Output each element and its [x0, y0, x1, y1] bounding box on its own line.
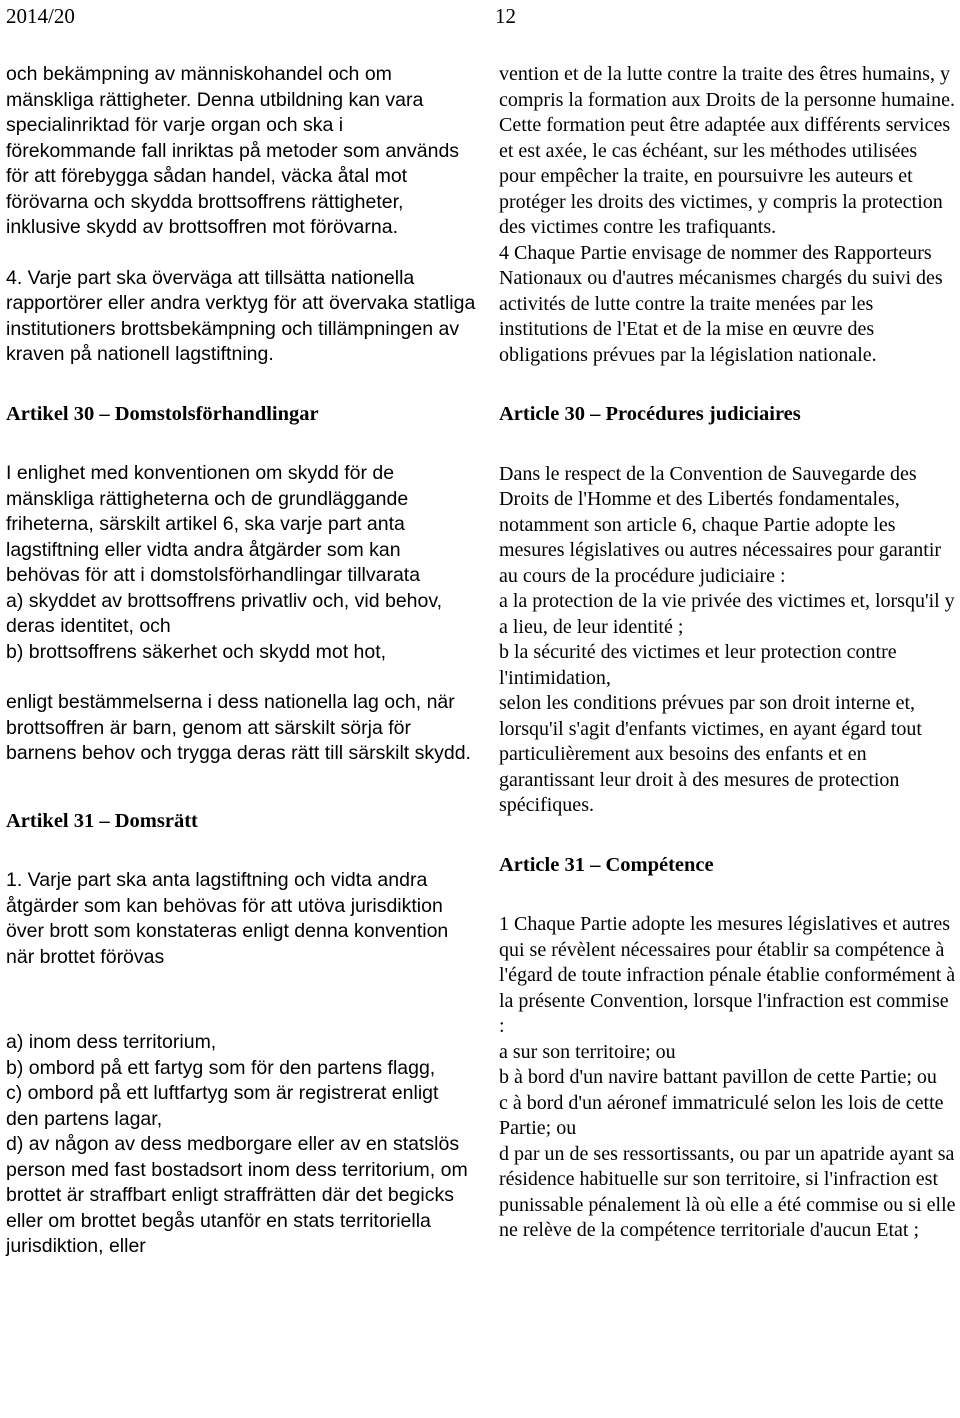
fr-paragraph-training: vention et de la lutte contre la traite des êtres humains, y compris la formation aux Droits de la personne humaine. Cette formation peut être adaptée aux différents services et est axée, le cas échéant, sur les méthodes utilisées pour empêcher la traite, en poursuivre les auteurs et protéger les droits des victimes, y compris la protection des victimes contre les trafiquants.	[499, 63, 955, 238]
page-header-left: 2014/20	[6, 4, 75, 28]
fr-article-31-item-d: d par un de ses ressortissants, ou par un apatride ayant sa résidence habituelle sur son territoire, si l'infraction est punissable pénalement là où elle a été commise ou si elle ne relève de la compétence territoriale d'aucun Etat ;	[499, 1142, 956, 1241]
fr-heading-article-30: Article 30 – Procédures judiciaires	[499, 403, 801, 425]
swedish-column	[6, 62, 476, 1260]
sv-article-31-item-d: d) av någon av dess medborgare eller av en statslös person med fast bostadsort inom dess territorium, om brottet är straffbart enligt straffrätten där det begicks eller om brottet begås utanför en stats territoriella jurisdiktion, eller	[6, 1133, 468, 1257]
sv-article-31-item-c: c) ombord på ett luftfartyg som är registrerat enligt den partens lagar,	[6, 1082, 439, 1130]
fr-article-30-item-a: a la protection de la vie privée des victimes et, lorsqu'il y a lieu, de leur identité ;	[499, 590, 955, 638]
sv-heading-article-31: Artikel 31 – Domsrätt	[6, 809, 198, 832]
sv-article-30-closing: enligt bestämmelserna i dess nationella lag och, när brottsoffren är barn, genom att särskilt sörja för barnens behov och trygga deras rätt till särskilt skydd.	[6, 691, 471, 764]
fr-heading-article-31: Article 31 – Compétence	[499, 853, 714, 876]
fr-paragraph-rapporteurs: 4 Chaque Partie envisage de nommer des Rapporteurs Nationaux ou d'autres mécanismes chargés du suivi des activités de lutte contre la traite menées par les institutions de l'Etat et de la mise en œuvre des obligations prévues par la législation nationale.	[499, 241, 943, 366]
sv-article-30-intro: I enlighet med konventionen om skydd för de mänskliga rättigheterna och de grundläggande friheterna, särskilt artikel 6, ska varje part anta lagstiftning eller vidta andra åtgärder som kan behövas för att i domstolsförhandlingar tillvarata	[6, 462, 421, 586]
page-number: 12	[495, 4, 516, 28]
fr-article-31-para-1: 1 Chaque Partie adopte les mesures législatives et autres qui se révèlent nécessaires pour établir sa compétence à l'égard de toute infraction pénale établie conformément à la présente Convention, lorsque l'infraction est commise :	[499, 913, 956, 1037]
sv-article-30-item-b: b) brottsoffrens säkerhet och skydd mot hot,	[6, 640, 387, 663]
sv-paragraph-training: och bekämpning av människohandel och om mänskliga rättigheter. Denna utbildning kan vara specialinriktad för varje organ och ska i förekommande fall inriktas på metoder som används för att förebygga sådan handel, väcka åtal mot förövarna och skydda brottsoffrens rättigheter, inklusive skydd av brottsoffren mot förövarna.	[6, 63, 460, 238]
fr-article-31-item-a: a sur son territoire; ou	[499, 1040, 676, 1063]
fr-article-31-item-c: c à bord d'un aéronef immatriculé selon les lois de cette Partie; ou	[499, 1091, 944, 1139]
sv-article-30-item-a: a) skyddet av brottsoffrens privatliv och, vid behov, deras identitet, och	[6, 589, 443, 637]
sv-article-31-para-1: 1. Varje part ska anta lagstiftning och vidta andra åtgärder som kan behövas för att utöva jurisdiktion över brott som konstateras enligt denna konvention när brottet förövas	[6, 869, 449, 968]
french-column	[499, 62, 957, 1244]
fr-article-30-intro: Dans le respect de la Convention de Sauvegarde des Droits de l'Homme et des Libertés fondamentales, notamment son article 6, chaque Partie adopte les mesures législatives ou autres nécessaires pour garantir au cours de la procédure judiciaire :	[499, 462, 942, 587]
sv-heading-article-30: Artikel 30 – Domstolsförhandlingar	[6, 402, 319, 425]
fr-article-31-item-b: b à bord d'un navire battant pavillon de cette Partie; ou	[499, 1066, 937, 1088]
sv-article-31-item-b: b) ombord på ett fartyg som för den partens flagg,	[6, 1056, 436, 1079]
fr-article-30-item-b: b la sécurité des victimes et leur protection contre l'intimidation,	[499, 641, 897, 689]
sv-paragraph-rapporteurs: 4. Varje part ska överväga att tillsätta nationella rapportörer eller andra verktyg för att övervaka statliga institutioners brottsbekämpning och tillämpningen av kraven på nationell lagstiftning.	[6, 266, 476, 365]
fr-article-30-closing: selon les conditions prévues par son droit interne et, lorsqu'il s'agit d'enfants victimes, en ayant égard tout particulièrement aux besoins des enfants et en garantissant leur droit à des mesures de protection spécifiques.	[499, 692, 922, 816]
sv-article-31-item-a: a) inom dess territorium,	[6, 1031, 217, 1053]
